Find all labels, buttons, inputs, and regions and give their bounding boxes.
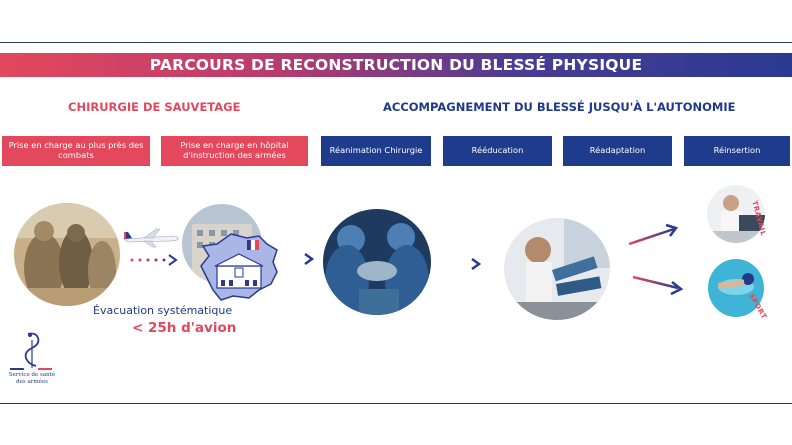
arrow-icon — [450, 257, 482, 271]
step-combat-care: Prise en charge au plus près des combats — [2, 136, 150, 166]
step-rehabilitation: Rééducation — [443, 136, 552, 166]
page-title: PARCOURS DE RECONSTRUCTION DU BLESSÉ PHYSIQUE — [149, 56, 643, 74]
arrow-icon — [630, 272, 686, 296]
soldiers-photo — [14, 203, 120, 306]
step-military-hospital: Prise en charge en hôpital d'instruction des armées — [161, 136, 308, 166]
arrow-icon — [626, 222, 682, 248]
evacuation-caption: Évacuation systématique — [93, 304, 233, 317]
section-title-rescue-surgery: CHIRURGIE DE SAUVETAGE — [68, 100, 241, 114]
logo-line-2: des armées — [16, 378, 48, 385]
airplane-icon — [122, 226, 180, 248]
rehabilitation-photo — [504, 218, 610, 320]
section-title-autonomy-support: ACCOMPAGNEMENT DU BLESSÉ JUSQU'À L'AUTONOMIE — [383, 100, 736, 114]
bottom-rule — [0, 403, 792, 404]
outcome-work-label: TRAVAIL — [750, 200, 768, 237]
outcome-sport-label: SPORT — [747, 292, 769, 321]
step-reinsertion: Réinsertion — [684, 136, 790, 166]
surgery-photo — [323, 209, 431, 315]
top-rule — [0, 42, 792, 43]
france-map-icon — [197, 232, 283, 302]
step-readaptation: Réadaptation — [563, 136, 672, 166]
step-resuscitation-surgery: Réanimation Chirurgie — [321, 136, 431, 166]
title-banner — [0, 53, 792, 77]
evacuation-duration: < 25h d'avion — [132, 320, 237, 336]
french-flag-icon — [247, 240, 259, 250]
logo-line-1: Service de santé — [8, 372, 56, 378]
ssa-logo-text — [4, 372, 60, 385]
arrow-icon — [283, 252, 315, 266]
dotted-arrow-icon — [128, 253, 180, 267]
